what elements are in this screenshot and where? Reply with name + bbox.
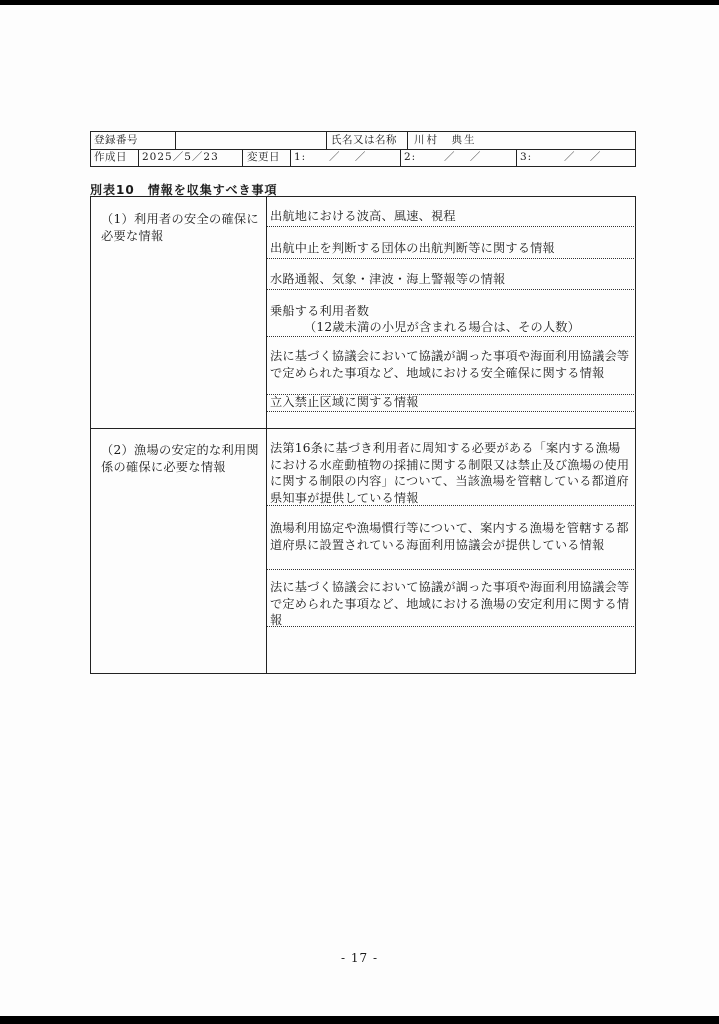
section-divider	[91, 428, 635, 429]
name-value: 川村 典生	[414, 134, 477, 146]
change-2-date: ／ ／	[444, 151, 487, 163]
section-2-item-2: 漁場利用協定や漁場慣行等について、案内する漁場を管轄する都道府県に設置されている海面利用協議会が提供している情報	[270, 521, 629, 552]
header-row-2	[91, 149, 635, 166]
section-2-item-1: 法第16条に基づき利用者に周知する必要がある「案内する漁場における水産動植物の採捕に関する制限又は禁止及び漁場の使用に関する制限の内容」について、当該漁場を管轄している都道府県知事が提供している情報	[270, 441, 630, 505]
change-2-number: 2:	[404, 151, 417, 163]
header-row-1	[91, 132, 635, 150]
created-date-label: 作成日	[94, 151, 127, 163]
section-1-item-2: 出航中止を判断する団体の出航判断等に関する情報	[270, 241, 555, 255]
name-label: 氏名又は名称	[331, 134, 397, 146]
section-1-label: （1）利用者の安全の確保に必要な情報	[101, 212, 259, 243]
information-table	[90, 196, 636, 674]
column-divider	[266, 197, 267, 673]
section-2-item-3: 法に基づく協議会において協議が調った事項や海面利用協議会等で定められた事項など、地域における漁場の安定利用に関する情報	[270, 580, 630, 627]
section-1-item-4-note: （12歳未満の小児が含まれる場合は、その人数）	[304, 320, 581, 334]
change-1-date: ／ ／	[329, 151, 372, 163]
change-3-date: ／ ／	[564, 151, 607, 163]
registration-number-label: 登録番号	[94, 134, 138, 146]
changed-date-label: 変更日	[247, 151, 280, 163]
section-1-item-4: 乗船する利用者数	[270, 304, 370, 318]
registration-header-table	[90, 131, 636, 167]
page-number: - 17 -	[340, 951, 378, 965]
document-page	[0, 5, 719, 1016]
section-1-item-1: 出航地における波高、風速、視程	[270, 209, 456, 223]
table-title: 別表10 情報を収集すべき事項	[90, 183, 278, 197]
change-1-number: 1:	[294, 151, 307, 163]
created-date-value: 2025／5／23	[142, 151, 219, 163]
registration-number-value	[175, 132, 178, 149]
change-3-number: 3:	[520, 151, 533, 163]
section-1-item-3: 水路通報、気象・津波・海上警報等の情報	[270, 272, 506, 286]
section-1-item-6: 立入禁止区域に関する情報	[270, 395, 419, 409]
section-1-item-5: 法に基づく協議会において協議が調った事項や海面利用協議会等で定められた事項など、地域における安全確保に関する情報	[270, 349, 630, 380]
section-2-label: （2）漁場の安定的な利用関係の確保に必要な情報	[101, 443, 259, 474]
